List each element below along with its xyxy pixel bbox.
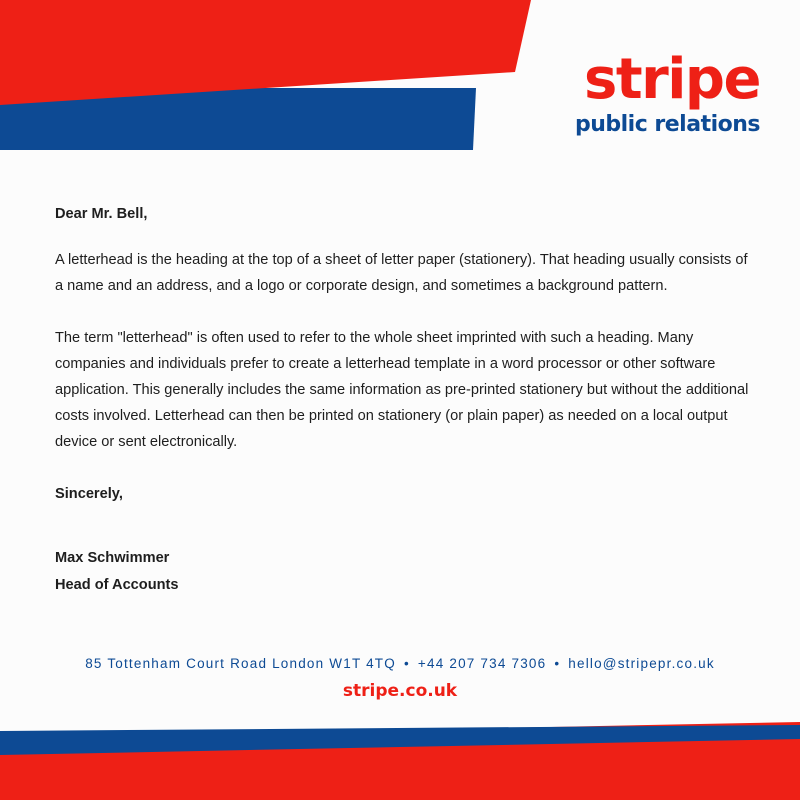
- separator-dot: •: [554, 656, 561, 671]
- signature-name: Max Schwimmer: [55, 550, 170, 566]
- footer-address: 85 Tottenham Court Road London W1T 4TQ: [85, 656, 396, 671]
- separator-dot: •: [403, 656, 410, 671]
- brand-tagline: public relations: [574, 112, 760, 137]
- paragraph-1: A letterhead is the heading at the top of a sheet of letter paper (stationery). That heading usually consists of a name and an address, and a logo or corporate design, and sometimes a background pattern.: [55, 252, 748, 294]
- brand-logo: [574, 47, 760, 137]
- footer-website: stripe.co.uk: [342, 681, 458, 701]
- brand-name: stripe: [584, 47, 760, 112]
- footer-email: hello@stripepr.co.uk: [568, 656, 715, 671]
- footer-phone: +44 207 734 7306: [417, 656, 547, 671]
- paragraph-2: The term "letterhead" is often used to refer to the whole sheet imprinted with such a heading. Many companies and individuals prefer to create a letterhead template in a word processor or other software application. This generally includes the same information as pre-printed stationery but without the additional costs involved. Letterhead can then be printed on stationery (or plain paper) as needed on a local output device or sent electronically.: [55, 330, 749, 450]
- salutation: Dear Mr. Bell,: [55, 206, 148, 222]
- letter-body: [55, 201, 755, 599]
- signature-title: Head of Accounts: [55, 577, 179, 593]
- footer-contact: [0, 656, 800, 671]
- closing: Sincerely,: [55, 486, 123, 502]
